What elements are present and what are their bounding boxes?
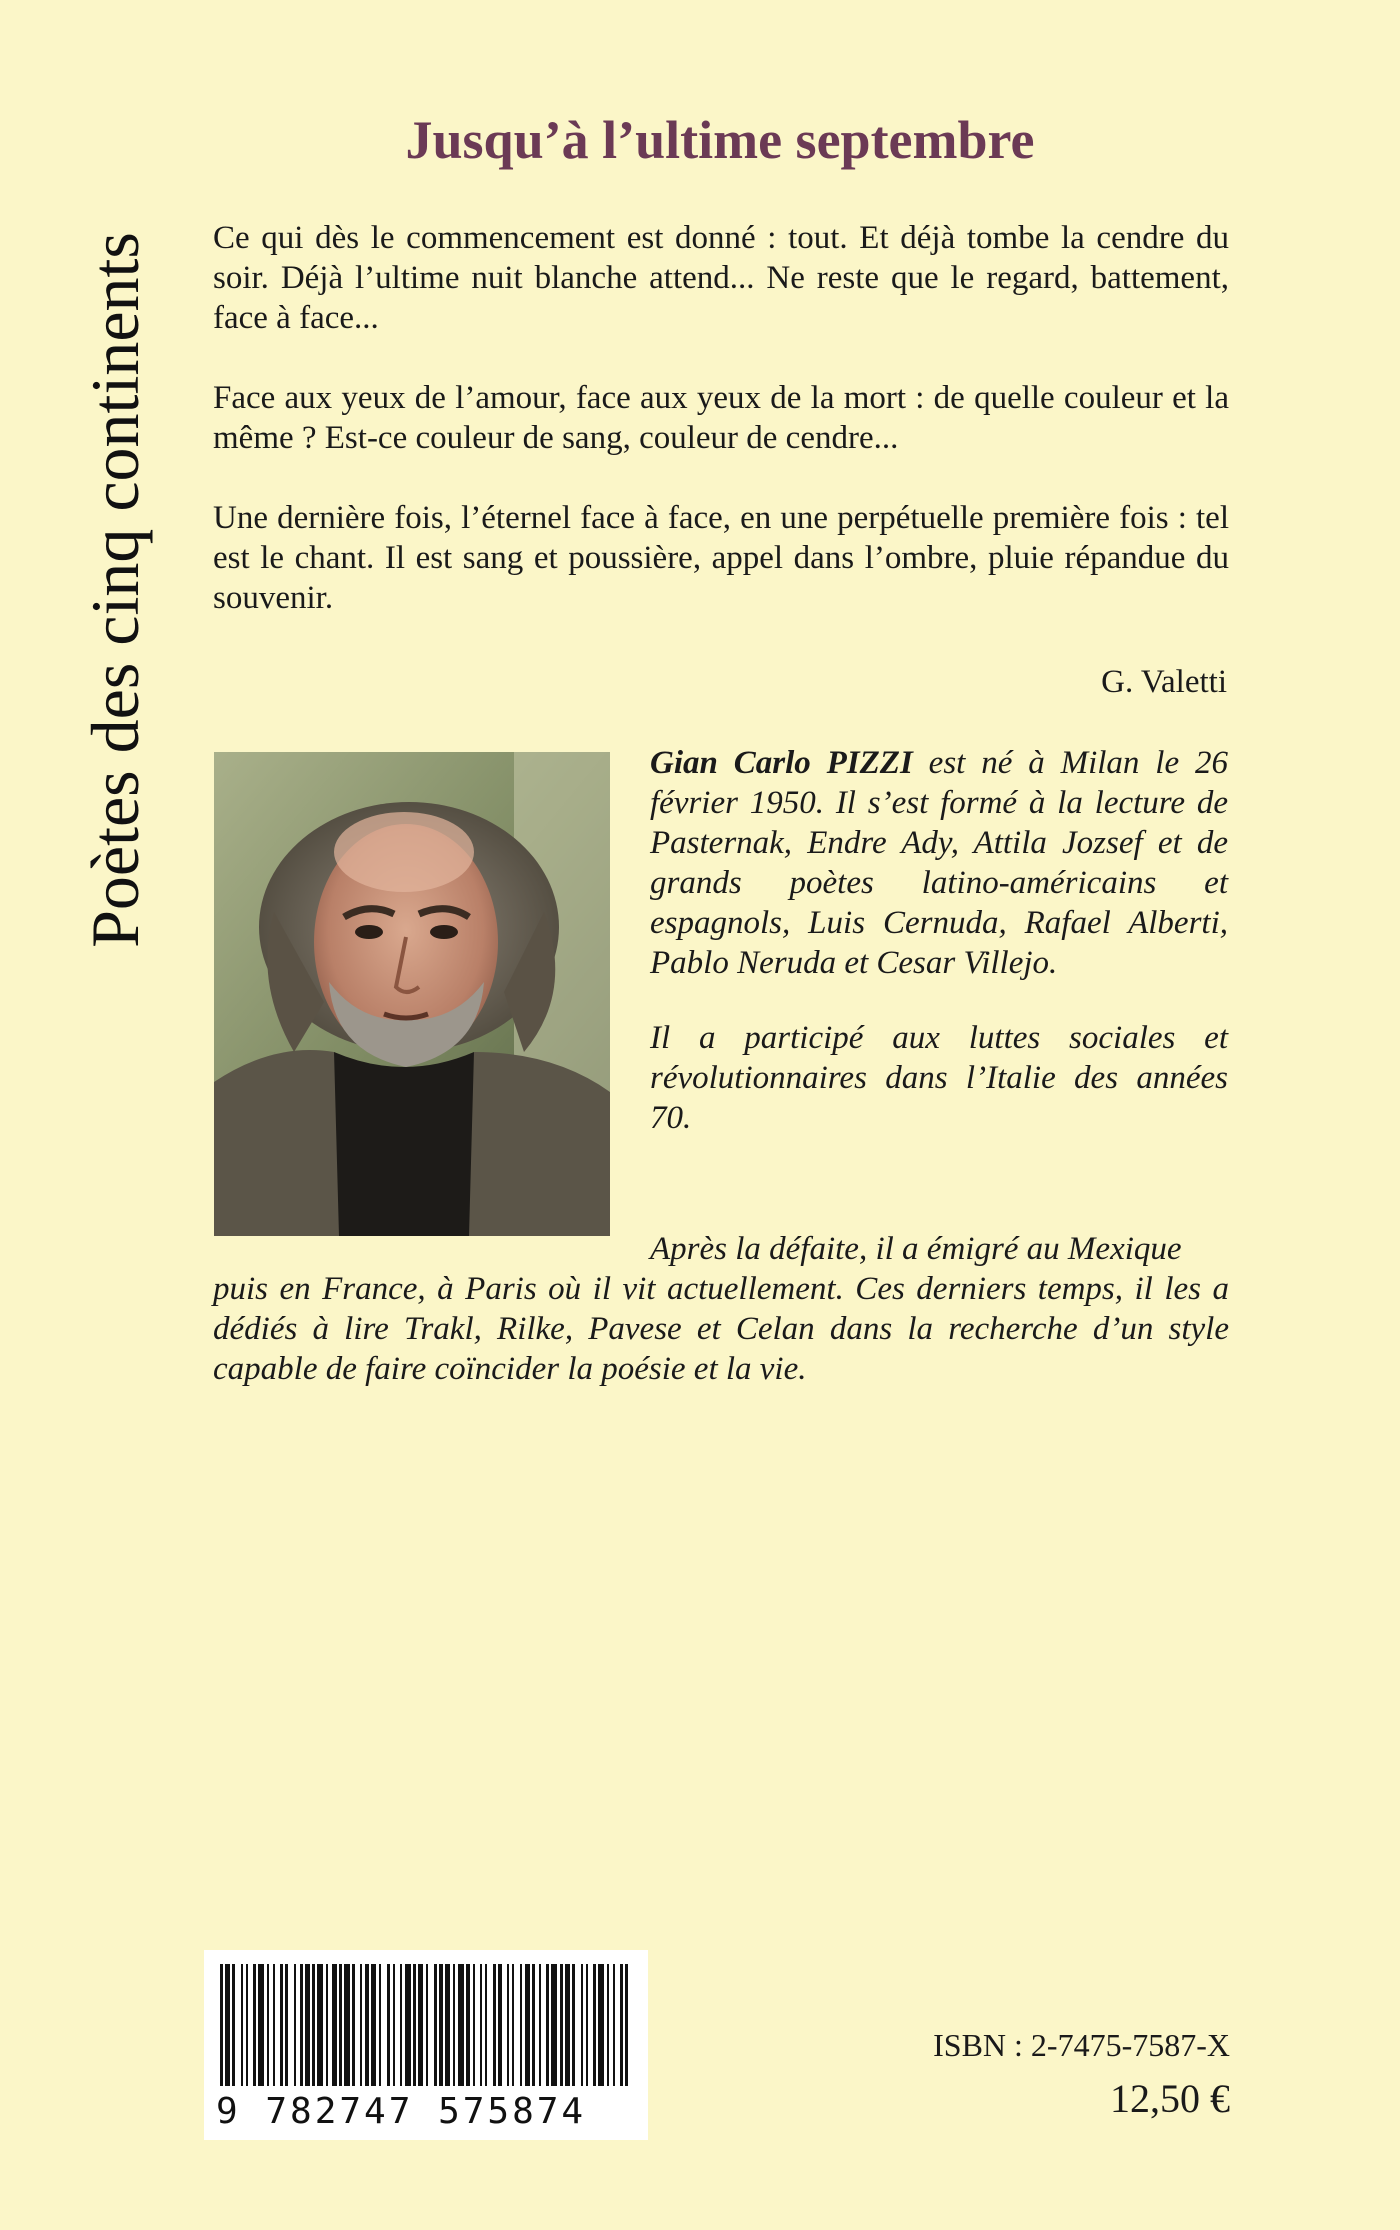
book-title: Jusqu’à l’ultime septembre: [405, 110, 1035, 170]
price: 12,50 €: [1110, 2076, 1230, 2121]
barcode-bar: [317, 1964, 323, 2086]
barcode-bar: [365, 1964, 369, 2086]
barcode-bar: [305, 1964, 310, 2086]
barcode-bar: [439, 1964, 443, 2086]
barcode-bar: [458, 1964, 464, 2086]
barcode-bar: [560, 1964, 563, 2086]
barcode-bar: [546, 1964, 549, 2086]
blurb-paragraph: Une dernière fois, l’éternel face à face, en une perpétuelle première fois : tel est le chant. Il est sang et poussière, appel dans l’ombre, pluie répandue du souvenir.: [213, 500, 1229, 616]
barcode-bar: [232, 1964, 235, 2086]
barcode-bar: [285, 1964, 288, 2086]
barcode-bar: [525, 1964, 530, 2086]
blurb: [213, 218, 1229, 618]
barcode-bar: [586, 1964, 588, 2086]
barcode-bar: [220, 1964, 223, 2086]
bio-paragraph-first-line: Après la défaite, il a émigré au Mexique: [650, 1231, 1182, 1267]
barcode-bar: [613, 1964, 615, 2086]
barcode-bar: [400, 1964, 402, 2086]
collection-title: Poètes des cinq continents: [77, 232, 153, 948]
barcode-digits: 9 782747 575874: [216, 2091, 587, 2132]
barcode-bar: [371, 1964, 376, 2086]
barcode-bar: [280, 1964, 283, 2086]
barcode-bar: [598, 1964, 604, 2086]
barcode-bar: [246, 1964, 248, 2086]
barcode-bar: [532, 1964, 535, 2086]
barcode-bar: [258, 1964, 264, 2086]
barcode-bar: [225, 1964, 230, 2086]
barcode-bar: [520, 1964, 522, 2086]
isbn: ISBN : 2-7475-7587-X: [933, 2027, 1230, 2063]
barcode-bar: [312, 1964, 315, 2086]
barcode-bar: [539, 1964, 541, 2086]
barcode-bar: [493, 1964, 496, 2086]
barcode-bar: [453, 1964, 455, 2086]
author-name: Gian Carlo PIZZI: [650, 745, 913, 781]
barcode-bar: [593, 1964, 596, 2086]
barcode-bar: [445, 1964, 450, 2086]
barcode-bar: [581, 1964, 583, 2086]
barcode-bar: [426, 1964, 428, 2086]
barcode-bar: [551, 1964, 557, 2086]
bio-paragraph: [650, 743, 1228, 983]
barcode-bar: [405, 1964, 411, 2086]
barcode-bar: [352, 1964, 355, 2086]
barcode-bar: [565, 1964, 570, 2086]
barcode-bar: [498, 1964, 502, 2086]
barcode-bar: [572, 1964, 575, 2086]
barcode-bar: [344, 1964, 350, 2086]
barcode-bar: [294, 1964, 296, 2086]
author-photo: [214, 752, 610, 1236]
barcode-bar: [360, 1964, 362, 2086]
barcode-bar: [273, 1964, 275, 2086]
barcode-bar: [473, 1964, 475, 2086]
barcode-bar: [326, 1964, 328, 2086]
barcode-bar: [480, 1964, 482, 2086]
barcode-bar: [413, 1964, 416, 2086]
barcode-bar: [507, 1964, 509, 2086]
bio-text: est né à Milan le 26 février 1950. Il s’est formé à la lecture de Pasternak, Endre Ady, Attila Jozsef et de grands poètes latino-américains et espagnols, Luis Cernuda, Rafael Alberti, Pablo Neruda et Cesar Villejo.: [650, 745, 1228, 981]
barcode-bar: [253, 1964, 256, 2086]
barcode-bar: [332, 1964, 337, 2086]
barcode-bar: [241, 1964, 243, 2086]
bio-paragraph: puis en France, à Paris où il vit actuellement. Ces derniers temps, il les a dédiés à lire Trakl, Rilke, Pavese et Celan dans la recherche d’un style capable de faire coïncider la poésie et la vie.: [213, 1271, 1229, 1387]
barcode: [204, 1950, 648, 2140]
barcode-bar: [339, 1964, 342, 2086]
barcode-bar: [434, 1964, 437, 2086]
barcode-bar: [379, 1964, 381, 2086]
blurb-paragraph: Face aux yeux de l’amour, face aux yeux de la mort : de quelle couleur et la même ? Est-ce couleur de sang, couleur de cendre...: [213, 380, 1229, 456]
author-bio: [650, 743, 1228, 1173]
barcode-bar: [387, 1964, 390, 2086]
barcode-bar: [485, 1964, 487, 2086]
barcode-bar: [620, 1964, 623, 2086]
barcode-bar: [466, 1964, 470, 2086]
barcode-bar: [625, 1964, 628, 2086]
barcode-bar: [607, 1964, 609, 2086]
barcode-bar: [267, 1964, 269, 2086]
barcode-bar: [512, 1964, 514, 2086]
barcode-bar: [300, 1964, 303, 2086]
barcode-bar: [393, 1964, 395, 2086]
blurb-signature: G. Valetti: [1101, 664, 1227, 700]
bio-paragraph: Il a participé aux luttes sociales et révolutionnaires dans l’Italie des années 70.: [650, 1020, 1228, 1136]
barcode-bar: [418, 1964, 423, 2086]
blurb-paragraph: Ce qui dès le commencement est donné : tout. Et déjà tombe la cendre du soir. Déjà l’ultime nuit blanche attend... Ne reste que le regard, battement, face à face...: [213, 220, 1229, 336]
